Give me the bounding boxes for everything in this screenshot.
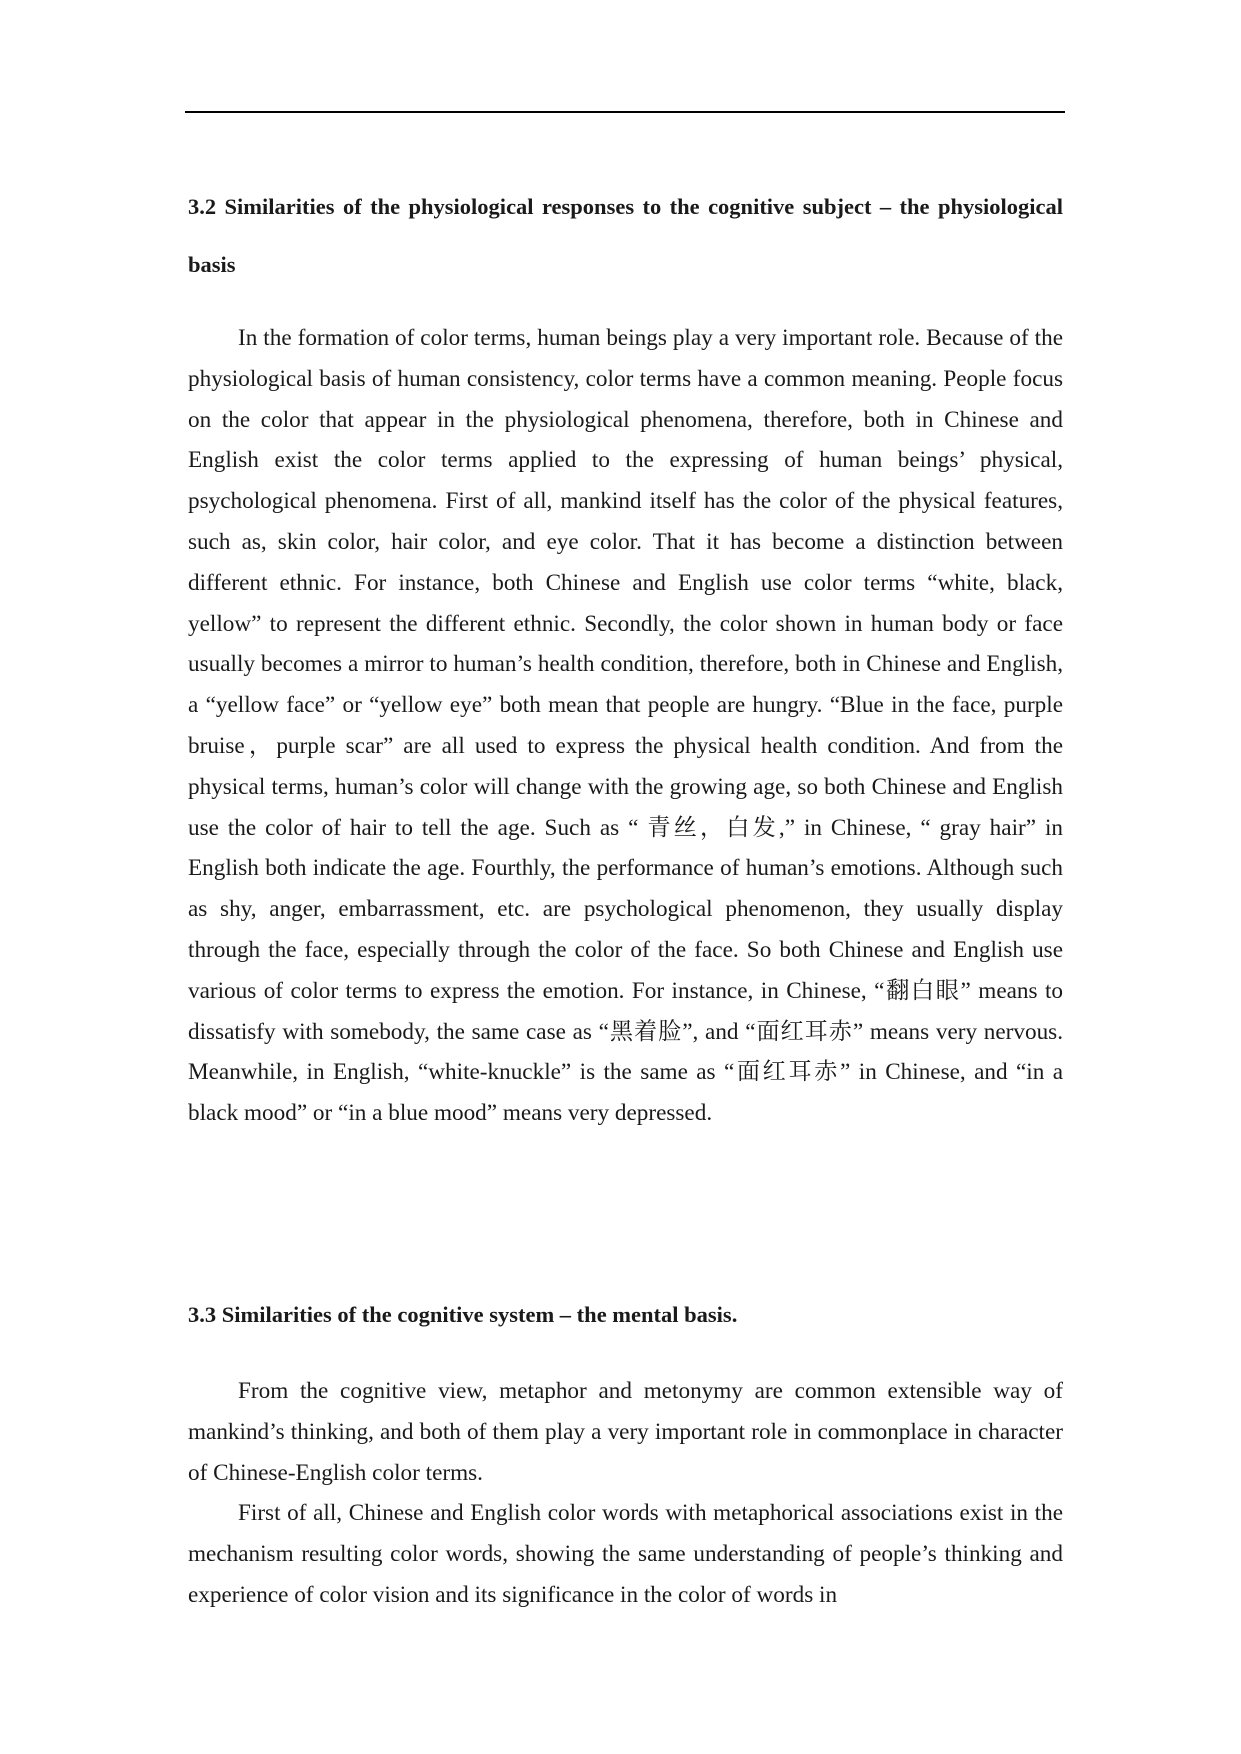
section-heading-3-2: 3.2 Similarities of the physiological responses to the cognitive subject – the physiological basis (188, 194, 1063, 277)
body-paragraph: First of all, Chinese and English color words with metaphorical associations exist in the mechanism resulting color words, showing the same understanding of people’s thinking and experience of color vision and its significance in the color of words in (188, 1500, 1063, 1608)
section-heading-3-3: 3.3 Similarities of the cognitive system – the mental basis. (188, 1302, 738, 1327)
body-paragraph: From the cognitive view, metaphor and metonymy are common extensible way of mankind’s thinking, and both of them play a very important role in commonplace in character of Chinese-English color terms. (188, 1378, 1063, 1486)
body-paragraph: In the formation of color terms, human beings play a very important role. Because of the physiological basis of human consistency, color terms have a common meaning. People focus on the color that appear in the physiological phenomena, therefore, both in Chinese and English exist the color terms applied to the expressing of human beings’ physical, psychological phenomena. First of all, mankind itself has the color of the physical features, such as, skin color, hair color, and eye color. That it has become a distinction between different ethnic. For instance, both Chinese and English use color terms “white, black, yellow” to represent the different ethnic. Secondly, the color shown in human body or face usually becomes a mirror to human’s health condition, therefore, both in Chinese and English, a “yellow face” or “yellow eye” both mean that people are hungry. “Blue in the face, purple bruise，purple scar” are all used to express the physical health condition. And from the physical terms, human’s color will change with the growing age, so both Chinese and English use the color of hair to tell the age. Such as “ 青丝，白发,” in Chinese, “ gray hair” in English both indicate the age. Fourthly, the performance of human’s emotions. Although such as shy, anger, embarrassment, etc. are psychological phenomenon, they usually display through the face, especially through the color of the face. So both Chinese and English use various of color terms to express the emotion. For instance, in Chinese, “翻白眼” means to dissatisfy with somebody, the same case as “黑着脸”, and “面红耳赤” means very nervous. Meanwhile, in English, “white-knuckle” is the same as “面红耳赤” in Chinese, and “in a black mood” or “in a blue mood” means very depressed. (188, 325, 1063, 1127)
header-rule (185, 111, 1065, 113)
